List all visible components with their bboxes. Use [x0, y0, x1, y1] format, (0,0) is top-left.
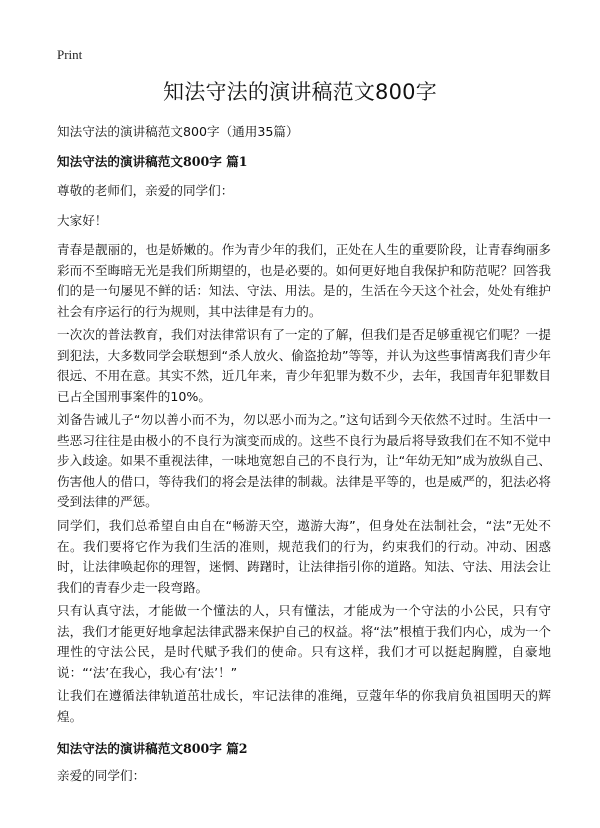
- paragraph-body-4: 同学们，我们总希望自由自在“畅游天空，遨游大海”，但身处在法制社会，“法”无处不在。我们要将它作为我们生活的准则，规范我们的行为，约束我们的行动。冲动、困惑时，让法律唤起你的理智，迷惘、踌躇时，让法律指引你的道路。知法、守法、用法会让我们的青春少走一段弯路。: [57, 518, 551, 595]
- print-link[interactable]: Print: [57, 47, 83, 62]
- paragraph-salutation: 尊敬的老师们，亲爱的同学们：: [57, 183, 234, 198]
- section-heading-2: 知法守法的演讲稿范文800字 篇2: [57, 741, 248, 756]
- paragraph-body-3: 刘备告诫儿子“勿以善小而不为，勿以恶小而为之。”这句话到今天依然不过时。生活中一些恶习往往是由极小的不良行为演变而成的。这些不良行为最后将导致我们在不知不觉中步入歧途。如果不重视法律，一味地宽恕自己的不良行为，让“年幼无知”成为放纵自己、伤害他人的借口，等待我们的将会是法律的制裁。法律是平等的，也是威严的，犯法必将受到法律的严惩。: [57, 412, 551, 509]
- document-subtitle: 知法守法的演讲稿范文800字（通用35篇）: [57, 124, 299, 139]
- section-heading-1: 知法守法的演讲稿范文800字 篇1: [57, 154, 248, 169]
- paragraph-body-2: 一次次的普法教育，我们对法律常识有了一定的了解，但我们是否足够重视它们呢？一提到犯法，大多数同学会联想到“杀人放火、偷盗抢劫”等等，并认为这些事情离我们青少年很远、不用在意。其实不然，近几年来，青少年犯罪为数不少，去年，我国青年犯罪数目已占全国刑事案件的10%。: [57, 327, 551, 404]
- paragraph-section2-salutation: 亲爱的同学们：: [57, 768, 146, 783]
- document-title: 知法守法的演讲稿范文800字: [163, 80, 437, 104]
- paragraph-greeting: 大家好！: [57, 213, 108, 228]
- paragraph-body-5: 只有认真守法，才能做一个懂法的人，只有懂法，才能成为一个守法的小公民，只有守法，我们才能更好地拿起法律武器来保护自己的权益。将“法”根植于我们内心，成为一个理性的守法公民，是时代赋予我们的使命。只有这样，我们才可以挺起胸膛，自豪地说：“‘法’在我心，我心有‘法’！”: [57, 603, 551, 680]
- paragraph-body-6: 让我们在遵循法律轨道茁壮成长，牢记法律的准绳，豆蔻年华的你我肩负祖国明天的辉煌。: [57, 688, 551, 724]
- paragraph-body-1: 青春是靓丽的，也是娇嫩的。作为青少年的我们，正处在人生的重要阶段，让青春绚丽多彩而不至晦暗无光是我们所期望的，也是必要的。如何更好地自我保护和防范呢？回答我们的是一句屡见不鲜的话：知法、守法、用法。是的，生活在今天这个社会，处处有维护社会有序运行的行为规则，其中法律是有力的。: [57, 242, 551, 319]
